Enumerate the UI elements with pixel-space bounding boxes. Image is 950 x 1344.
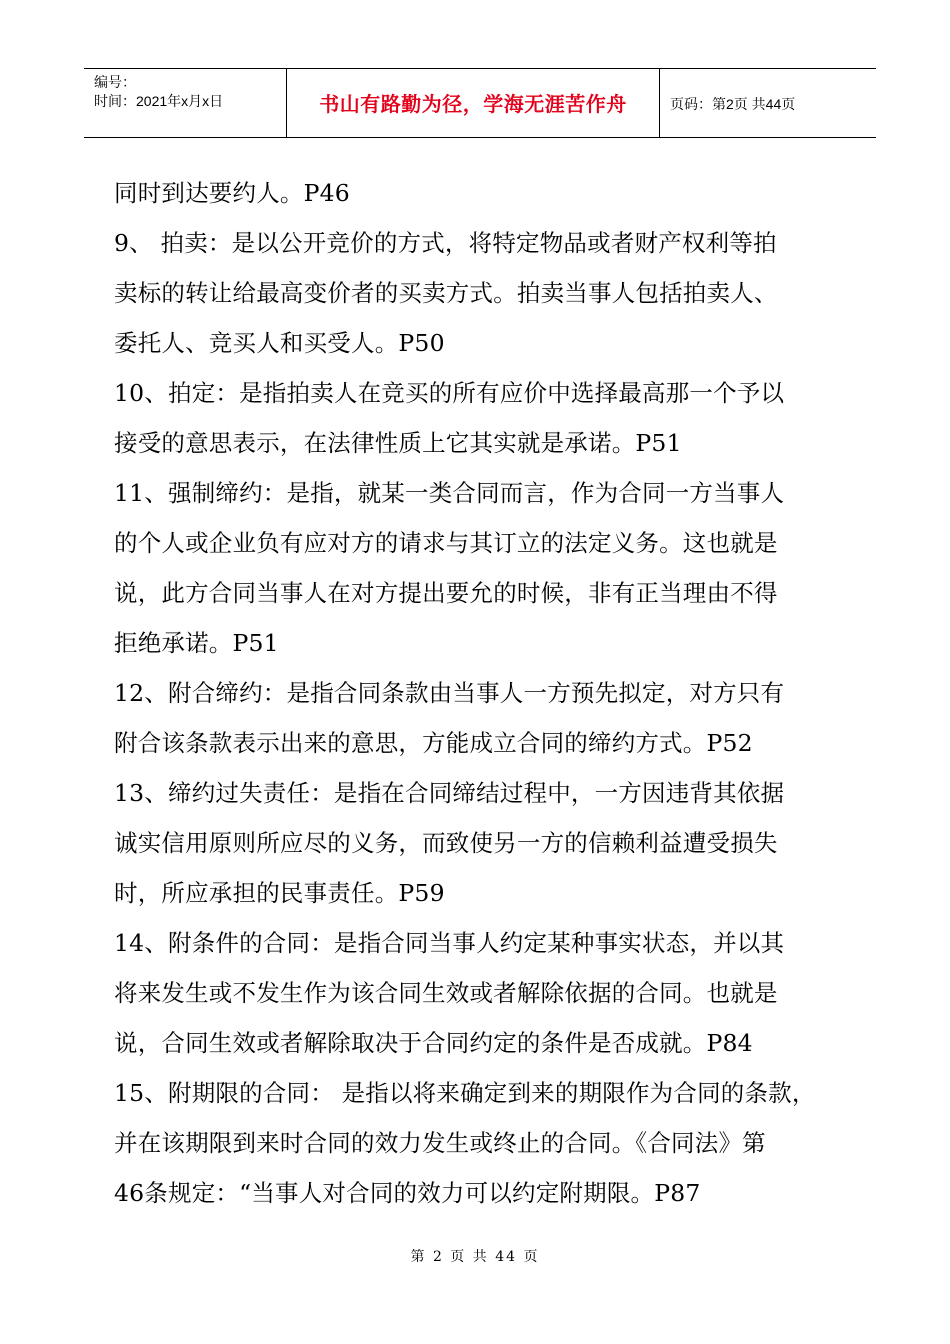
header-page-cell bbox=[660, 69, 876, 137]
document-date-label: 时间：2021年x月x日 bbox=[94, 93, 224, 109]
document-body bbox=[114, 168, 854, 1218]
header-motto-cell bbox=[287, 69, 660, 137]
page-footer: 第 2 页 共 44 页 bbox=[410, 1249, 540, 1265]
body-line: 接受的意思表示，在法律性质上它其实就是承诺。P51 bbox=[114, 429, 682, 457]
body-line: 的个人或企业负有应对方的请求与其订立的法定义务。这也就是 bbox=[114, 529, 778, 557]
body-line: 时，所应承担的民事责任。P59 bbox=[114, 879, 445, 907]
body-line: 15、附期限的合同： 是指以将来确定到来的期限作为合同的条款， bbox=[114, 1079, 816, 1107]
body-line: 附合该条款表示出来的意思，方能成立合同的缔约方式。P52 bbox=[114, 729, 753, 757]
body-line: 同时到达要约人。P46 bbox=[114, 179, 350, 207]
body-line: 14、附条件的合同：是指合同当事人约定某种事实状态，并以其 bbox=[114, 929, 785, 957]
body-line: 13、缔约过失责任：是指在合同缔结过程中，一方因违背其依据 bbox=[114, 779, 785, 807]
body-line: 并在该期限到来时合同的效力发生或终止的合同。《合同法》第 bbox=[114, 1129, 766, 1157]
header-meta-cell bbox=[84, 69, 287, 137]
body-line: 11、强制缔约：是指，就某一类合同而言，作为合同一方当事人 bbox=[114, 479, 785, 507]
document-header bbox=[84, 68, 876, 138]
body-line: 10、拍定：是指拍卖人在竞买的所有应价中选择最高那一个予以 bbox=[114, 379, 785, 407]
header-motto: 书山有路勤为径，学海无涯苦作舟 bbox=[319, 92, 627, 116]
body-line: 12、附合缔约：是指合同条款由当事人一方预先拟定，对方只有 bbox=[114, 679, 785, 707]
body-line: 卖标的转让给最高变价者的买卖方式。拍卖当事人包括拍卖人、 bbox=[114, 279, 778, 307]
header-page-info: 页码：第2页 共44页 bbox=[670, 96, 796, 112]
body-line: 将来发生或不发生作为该合同生效或者解除依据的合同。也就是 bbox=[114, 979, 778, 1007]
body-line: 诚实信用原则所应尽的义务，而致使另一方的信赖利益遭受损失 bbox=[114, 829, 778, 857]
body-line: 委托人、竞买人和买受人。P50 bbox=[114, 329, 445, 357]
body-line: 46条规定：“当事人对合同的效力可以约定附期限。P87 bbox=[114, 1179, 701, 1207]
body-line: 9、 拍卖：是以公开竞价的方式，将特定物品或者财产权利等拍 bbox=[114, 229, 777, 257]
body-line: 说，此方合同当事人在对方提出要允的时候，非有正当理由不得 bbox=[114, 579, 778, 607]
body-line: 拒绝承诺。P51 bbox=[114, 629, 279, 657]
body-line: 说，合同生效或者解除取决于合同约定的条件是否成就。P84 bbox=[114, 1029, 753, 1057]
document-number-label: 编号： bbox=[94, 74, 136, 90]
